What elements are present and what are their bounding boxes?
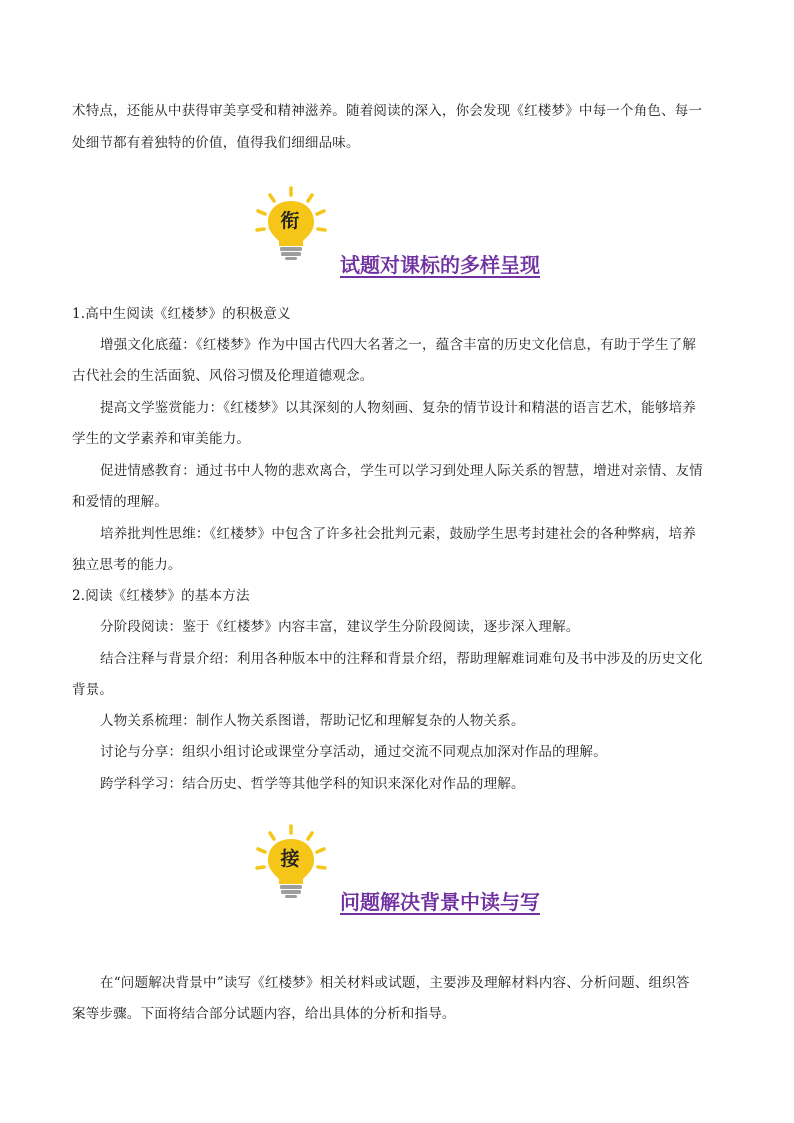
method-relations: 人物关系梳理：制作人物关系图谱，帮助记忆和理解复杂的人物关系。: [100, 713, 525, 729]
para-literature-2: 学生的文学素养和审美能力。: [72, 431, 251, 447]
intro-line-2: 处细节都有着独特的价值，值得我们细细品味。: [72, 135, 360, 151]
section-title-1: 试题对课标的多样呈现: [340, 253, 540, 277]
para-emotion-2: 和爱情的理解。: [72, 494, 168, 510]
bulb-label: 接: [280, 848, 300, 870]
section-title-2: 问题解决背景中读与写: [340, 890, 540, 914]
para-problem-1: 在“问题解决背景中”读写《红楼梦》相关材料或试题，主要涉及理解材料内容、分析问题、组织答: [100, 975, 690, 991]
para-critical-1: 培养批判性思维：《红楼梦》中包含了许多社会批判元素，鼓励学生思考封建社会的各种弊病，培养: [100, 526, 697, 542]
method-discussion: 讨论与分享：组织小组讨论或课堂分享活动，通过交流不同观点加深对作品的理解。: [100, 744, 607, 760]
heading-methods: 2.阅读《红楼梦》的基本方法: [72, 588, 250, 604]
method-notes-2: 背景。: [72, 682, 114, 698]
para-problem-2: 案等步骤。下面将结合部分试题内容，给出具体的分析和指导。: [72, 1006, 456, 1022]
bulb-label: 衔: [280, 210, 300, 232]
para-culture-1: 增强文化底蕴：《红楼梦》作为中国古代四大名著之一，蕴含丰富的历史文化信息，有助于学生了解: [100, 337, 697, 353]
method-interdisciplinary: 跨学科学习：结合历史、哲学等其他学科的知识来深化对作品的理解。: [100, 776, 525, 792]
para-critical-2: 独立思考的能力。: [72, 557, 182, 573]
lightbulb-icon: [254, 186, 328, 262]
lightbulb-icon: [254, 824, 328, 900]
intro-line-1: 术特点，还能从中获得审美享受和精神滋养。随着阅读的深入，你会发现《红楼梦》中每一个角色、每一: [72, 103, 703, 119]
para-literature-1: 提高文学鉴赏能力：《红楼梦》以其深刻的人物刻画、复杂的情节设计和精湛的语言艺术，能够培养: [100, 400, 697, 416]
method-stages: 分阶段阅读：鉴于《红楼梦》内容丰富，建议学生分阶段阅读，逐步深入理解。: [100, 619, 580, 635]
para-culture-2: 古代社会的生活面貌、风俗习惯及伦理道德观念。: [72, 368, 374, 384]
method-notes-1: 结合注释与背景介绍：利用各种版本中的注释和背景介绍，帮助理解难词难句及书中涉及的历史文化: [100, 651, 703, 667]
para-emotion-1: 促进情感教育：通过书中人物的悲欢离合，学生可以学习到处理人际关系的智慧，增进对亲情、友情: [100, 463, 703, 479]
heading-meaning: 1.高中生阅读《红楼梦》的积极意义: [72, 306, 291, 322]
